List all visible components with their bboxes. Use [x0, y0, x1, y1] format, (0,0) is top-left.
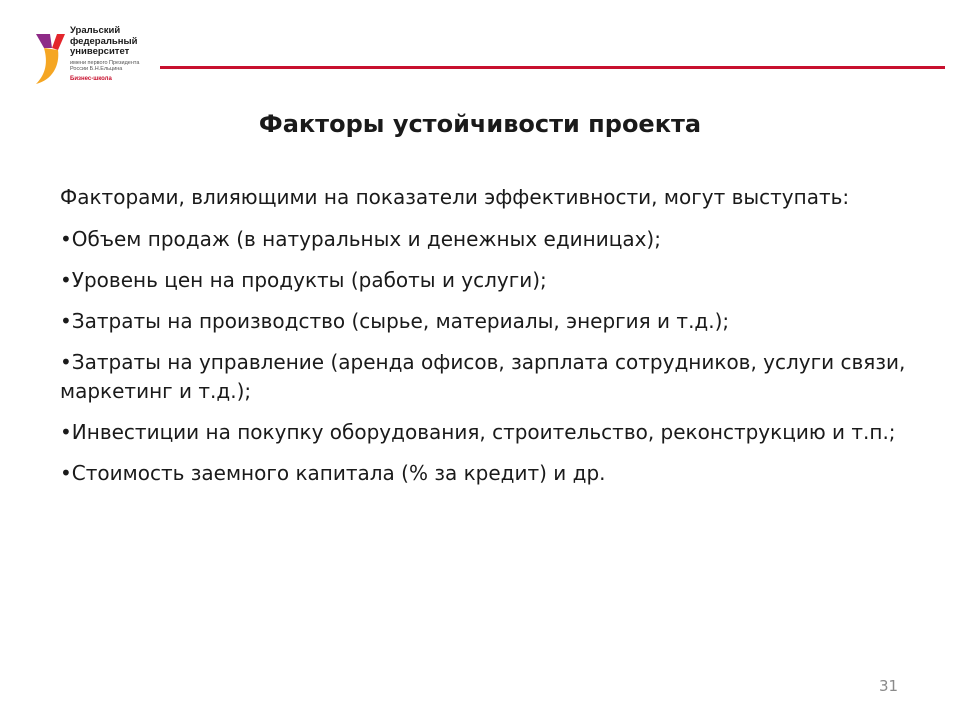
factor-item-cost-of-capital: •Стоимость заемного капитала (% за кредит) и др. [60, 461, 606, 485]
university-logo-mark-icon [30, 28, 70, 88]
page-number: 31 [879, 677, 899, 695]
intro-text: Факторами, влияющими на показатели эффективности, могут выступать: [60, 185, 850, 209]
header-rule [160, 66, 945, 69]
factor-item-sales-volume: •Объем продаж (в натуральных и денежных единицах); [60, 227, 661, 251]
university-name-line-3: университет [70, 46, 130, 57]
factor-item-investments: •Инвестиции на покупку оборудования, строительство, реконструкцию и т.п.; [60, 420, 896, 444]
university-subtitle: имени первого Президента России Б.Н.Ельцина [70, 59, 140, 72]
university-logo-text [70, 26, 150, 82]
slide-title: Факторы устойчивости проекта [258, 110, 702, 138]
university-logo [22, 22, 162, 92]
business-school-label: Бизнес-школа [70, 75, 112, 82]
factor-item-management-costs: •Затраты на управление (аренда офисов, зарплата сотрудников, услуги связи, маркетинг и т.д.); [60, 350, 906, 403]
factor-item-production-costs: •Затраты на производство (сырье, материалы, энергия и т.д.); [60, 309, 730, 333]
slide-body [60, 183, 910, 500]
university-name-line-2: федеральный [70, 35, 138, 47]
university-name-line-1: Уральский [70, 25, 121, 36]
factor-item-price-level: •Уровень цен на продукты (работы и услуги); [60, 268, 547, 292]
factor-list [60, 225, 910, 488]
